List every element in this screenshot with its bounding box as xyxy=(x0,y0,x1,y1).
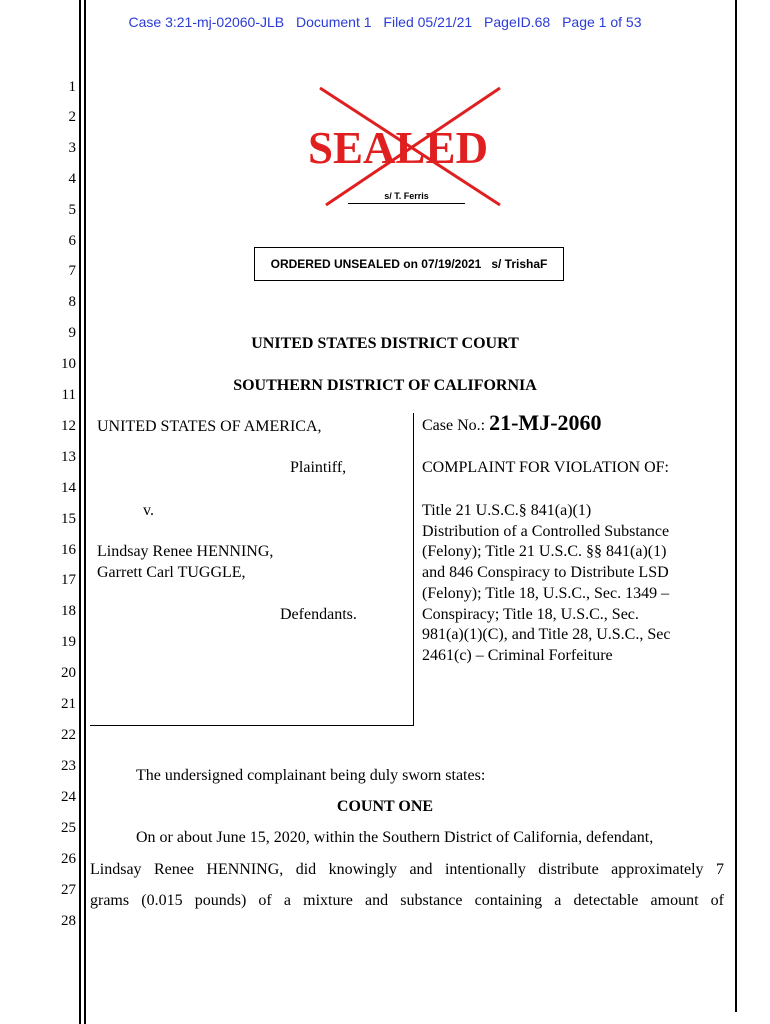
case-header xyxy=(0,14,770,30)
plaintiff-name: UNITED STATES OF AMERICA, xyxy=(97,418,322,435)
caption-divider xyxy=(413,413,414,726)
sealed-stamp: SEALED xyxy=(308,123,489,173)
line-number: 19 xyxy=(61,634,76,650)
filed-date: Filed 05/21/21 xyxy=(383,14,473,30)
defendant-1: Lindsay Renee HENNING, xyxy=(97,543,274,560)
line-number: 28 xyxy=(61,913,76,929)
charge-line: Distribution of a Controlled Substance xyxy=(422,522,670,540)
line-number: 11 xyxy=(61,387,76,403)
charge-line: Conspiracy; Title 18, U.S.C., Sec. xyxy=(422,605,639,623)
line-number: 6 xyxy=(68,233,76,249)
line-number: 2 xyxy=(68,109,76,125)
versus: v. xyxy=(143,502,154,519)
charge-line: Title 21 U.S.C.§ 841(a)(1) xyxy=(422,502,592,519)
line-number: 22 xyxy=(61,727,76,743)
line-number: 16 xyxy=(61,542,76,558)
paragraph-line-2: Lindsay Renee HENNING, did knowingly and intentionally distribute approximately 7 xyxy=(90,861,724,878)
intro-statement: The undersigned complainant being duly sworn states: xyxy=(136,767,486,784)
line-number: 23 xyxy=(61,758,76,774)
paragraph-line-3: grams (0.015 pounds) of a mixture and substance containing a detectable amount of xyxy=(90,892,724,909)
line-number: 24 xyxy=(61,789,76,805)
unsealed-order-text: ORDERED UNSEALED on 07/19/2021 s/ TrishaF xyxy=(270,257,548,271)
line-number: 9 xyxy=(68,325,76,341)
court-district: SOUTHERN DISTRICT OF CALIFORNIA xyxy=(233,377,537,394)
right-margin-rule xyxy=(735,0,737,1012)
page-id: PageID.68 xyxy=(484,14,551,30)
case-number-block xyxy=(422,410,602,436)
line-number: 18 xyxy=(61,603,76,619)
left-margin-rule-2 xyxy=(84,0,86,1024)
line-number: 26 xyxy=(61,851,76,867)
left-margin-rule-1 xyxy=(79,0,81,1024)
paragraph-line-1: On or about June 15, 2020, within the Southern District of California, defendant, xyxy=(136,829,654,846)
unsealed-order-box xyxy=(254,247,564,281)
line-number: 25 xyxy=(61,820,76,836)
line-number: 13 xyxy=(61,449,76,465)
defendant-2: Garrett Carl TUGGLE, xyxy=(97,564,246,581)
line-number: 17 xyxy=(61,572,76,588)
defendant-role: Defendants. xyxy=(280,606,357,623)
line-number: 20 xyxy=(61,665,76,681)
court-name: UNITED STATES DISTRICT COURT xyxy=(251,335,519,352)
case-number-label: Case No.: xyxy=(422,417,486,434)
charge-line: (Felony); Title 18, U.S.C., Sec. 1349 – xyxy=(422,584,670,602)
caption-bottom-rule xyxy=(90,725,414,726)
line-number: 8 xyxy=(68,294,76,310)
charge-line: 981(a)(1)(C), and Title 28, U.S.C., Sec xyxy=(422,626,671,644)
line-number: 10 xyxy=(61,356,76,372)
clerk-signature: s/ T. Ferris xyxy=(348,191,465,204)
line-number: 5 xyxy=(68,202,76,218)
line-number: 12 xyxy=(61,418,76,434)
line-number: 21 xyxy=(61,696,76,712)
charge-line: (Felony); Title 21 U.S.C. §§ 841(a)(1) xyxy=(422,543,667,561)
line-number: 1 xyxy=(68,79,76,95)
line-number: 15 xyxy=(61,511,76,527)
count-heading: COUNT ONE xyxy=(336,798,434,815)
document-number: Document 1 xyxy=(296,14,372,30)
case-number: Case 3:21-mj-02060-JLB xyxy=(128,14,285,30)
line-number: 27 xyxy=(61,882,76,898)
plaintiff-role: Plaintiff, xyxy=(290,459,347,476)
line-number: 3 xyxy=(68,140,76,156)
charge-line: and 846 Conspiracy to Distribute LSD xyxy=(422,564,669,582)
charge-line: 2461(c) – Criminal Forfeiture xyxy=(422,646,613,664)
complaint-title: COMPLAINT FOR VIOLATION OF: xyxy=(422,459,669,476)
case-number-value: 21-MJ-2060 xyxy=(489,410,602,435)
line-number: 7 xyxy=(68,263,76,279)
page-count: Page 1 of 53 xyxy=(562,14,642,30)
line-number: 4 xyxy=(68,171,76,187)
line-number: 14 xyxy=(61,480,76,496)
